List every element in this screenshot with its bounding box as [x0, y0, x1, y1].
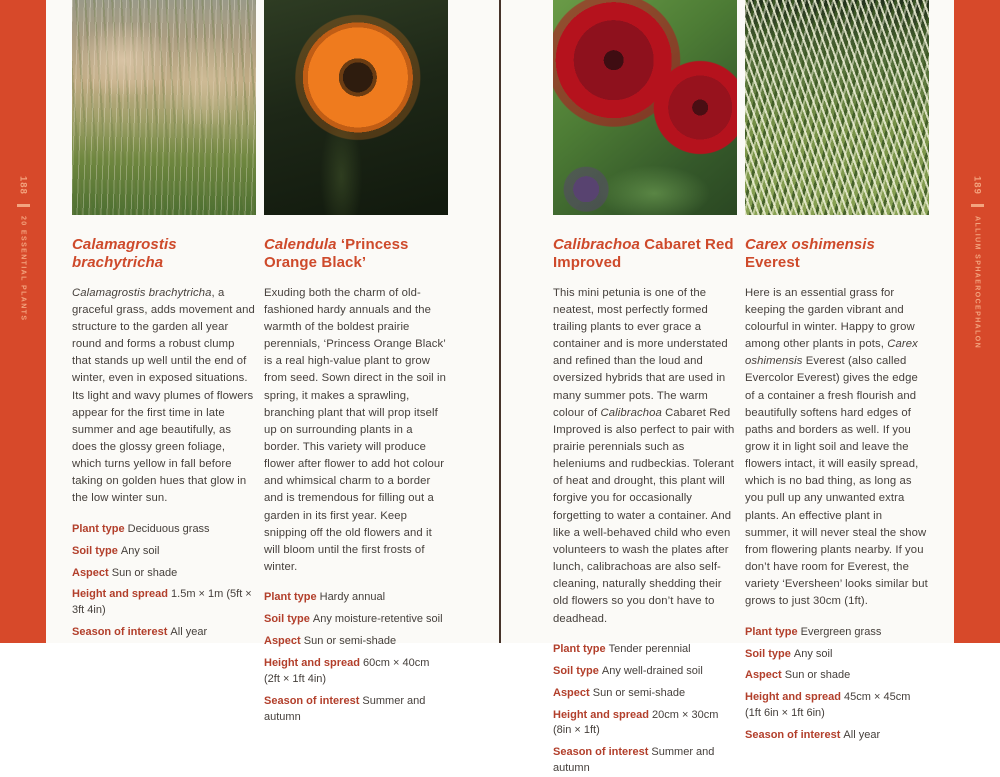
spec-value: Any soil [793, 647, 833, 660]
spec-label: Soil type [72, 544, 121, 557]
spec-value: Deciduous grass [127, 522, 210, 535]
plant-heading: Calibrachoa Cabaret Red Improved [553, 236, 734, 272]
spec-label: Plant type [553, 642, 609, 655]
spec-value: Sun or semi-shade [303, 635, 397, 648]
spec-row [553, 686, 737, 702]
spec-row [553, 708, 737, 740]
right-page-tab [954, 0, 1000, 643]
right-page [501, 0, 954, 775]
spec-value: Hardy annual [319, 591, 386, 604]
spec-label: Plant type [745, 625, 801, 638]
spec-value: Any moisture-retentive soil [312, 613, 443, 626]
spec-value: Sun or shade [784, 669, 851, 682]
spec-row [745, 625, 929, 641]
tab-rule-left [17, 204, 30, 207]
left-page [46, 0, 499, 723]
spec-row [553, 745, 737, 777]
plant-description: This mini petunia is one of the neatest, most perfectly formed trailing plants to ever grace a container and is more understated and refined than the loud and oversized hybrids that are used in many summer pots. The warm colour of Calibrachoa Cabaret Red Improved is also perfect to pair with prairie perennials such as heleniums and rudbeckias. Tolerant of heat and drought, this plant will forgive you for occasionally forgetting to water a container. And like a well-behaved child who even volunteers to wash the plates after lunch, calibrachoas are also self-cleaning, naturally shedding their old flowers so you don’t have to deadhead. [553, 286, 735, 625]
spec-value: Summer and autumn [264, 694, 426, 723]
spec-row [72, 544, 256, 560]
plant-specs [264, 590, 448, 726]
spec-row [745, 728, 929, 744]
spec-row [72, 587, 256, 619]
calendula-orange-flower-photo [264, 0, 448, 215]
plant-column-calendula [264, 0, 448, 723]
spec-row [745, 690, 929, 722]
page-number-left: 188 [17, 176, 29, 195]
spec-value: Evergreen grass [800, 625, 882, 638]
spec-label: Plant type [72, 522, 128, 535]
calamagrostis-grass-photo [72, 0, 256, 215]
spec-label: Height and spread [264, 657, 364, 670]
plant-description: Here is an essential grass for keeping the garden vibrant and colourful in winter. Happy to grow among other plants in pots, Carex oshimensis Everest (also called Evercolor Everest) gives the edge of a container a fresh flourish and beautifully softens hard edges of paths and borders as well. If you grow it in light soil and leave the flowers intact, it will easily spread, which is no bad thing, as long as you pull up any unwanted extra plants. An effective plant in summer, it will never steal the show from flowering plants nearby. If you don’t have room for Everest, the variety ‘Eversheen’ looks similar but grows to just 30cm (1ft). [745, 286, 928, 608]
spec-row [745, 647, 929, 663]
spec-label: Season of interest [745, 729, 844, 742]
spec-value: Sun or semi-shade [592, 686, 686, 699]
spec-value: 60cm × 40cm (2ft × 1ft 4in) [264, 657, 430, 685]
spec-value: All year [170, 626, 208, 639]
plant-column-calibrachoa [553, 0, 737, 775]
spec-label: Soil type [553, 664, 602, 677]
plant-heading: Carex oshimensis Everest [745, 236, 875, 272]
spec-row [264, 694, 448, 726]
spec-value: 45cm × 45cm (1ft 6in × 1ft 6in) [745, 691, 911, 720]
plant-specs [72, 522, 256, 642]
section-label-right: ALLIUM SPHAEROCEPHALON [973, 215, 981, 349]
spec-label: Season of interest [553, 746, 652, 759]
left-page-tab [0, 0, 46, 643]
spec-label: Height and spread [745, 691, 845, 704]
spec-row [264, 612, 448, 628]
calibrachoa-red-flowers-photo [553, 0, 737, 215]
tab-rule-right [971, 204, 984, 207]
spec-label: Soil type [745, 647, 794, 660]
section-label-left: 20 ESSENTIAL PLANTS [19, 215, 27, 322]
spec-value: Any soil [120, 544, 160, 557]
spec-value: Sun or shade [111, 566, 178, 579]
plant-column-carex [745, 0, 929, 742]
spec-label: Season of interest [264, 694, 363, 707]
spec-value: Any well-drained soil [601, 664, 703, 677]
plant-description: Exuding both the charm of old-fashioned hardy annuals and the warmth of the boldest prairie perennials, ‘Princess Orange Black’ is a real high-value plant to grow from seed. Sown direct in the soil in spring, it makes a sprawling, branching plant that will prop itself up on surrounding plants in a border. This variety will produce flower after flower to add hot colour and whimsical charm to a border and is tremendous for filling out a garden in its first year. Keep snipping off the old flowers and it will bloom until the first frosts of winter. [264, 286, 447, 574]
plant-heading: Calamagrostis brachytricha [72, 236, 177, 272]
plant-heading: Calendula ‘Princess Orange Black’ [264, 236, 409, 272]
plant-specs [745, 625, 929, 745]
spec-value: All year [843, 729, 881, 742]
spec-label: Plant type [264, 591, 320, 604]
spec-label: Aspect [553, 686, 593, 699]
spec-row [72, 625, 256, 641]
plant-description: Calamagrostis brachytricha, a graceful grass, adds movement and structure to the garden all year round and forms a robust clump that stands up well until the end of winter, even in exposed situations. Its light and wavy plumes of flowers appear for the first time in late summer and age beautifully, as does the glossy green foliage, which turns yellow in fall before taking on golden hues that glow in the low winter sun. [72, 286, 255, 505]
spec-row [745, 668, 929, 684]
spec-row [72, 566, 256, 582]
plant-column-calamagrostis [72, 0, 256, 643]
plant-specs [553, 642, 737, 777]
spec-label: Soil type [264, 613, 313, 626]
spec-value: Summer and autumn [553, 746, 715, 775]
spec-row [553, 664, 737, 680]
spec-row [72, 522, 256, 538]
spec-row [264, 634, 448, 650]
spec-value: 20cm × 30cm (8in × 1ft) [553, 708, 719, 737]
spec-value: Tender perennial [608, 642, 691, 655]
page-number-right: 189 [971, 176, 983, 195]
spec-row [264, 656, 448, 688]
spec-label: Height and spread [553, 708, 653, 721]
spec-value: 1.5m × 1m (5ft × 3ft 4in) [72, 588, 252, 617]
spec-row [264, 590, 448, 606]
spec-row [553, 642, 737, 658]
carex-variegated-grass-photo [745, 0, 929, 215]
spec-label: Season of interest [72, 626, 171, 639]
spec-label: Height and spread [72, 588, 172, 601]
spec-label: Aspect [72, 566, 112, 579]
spec-label: Aspect [264, 635, 304, 648]
spec-label: Aspect [745, 669, 785, 682]
